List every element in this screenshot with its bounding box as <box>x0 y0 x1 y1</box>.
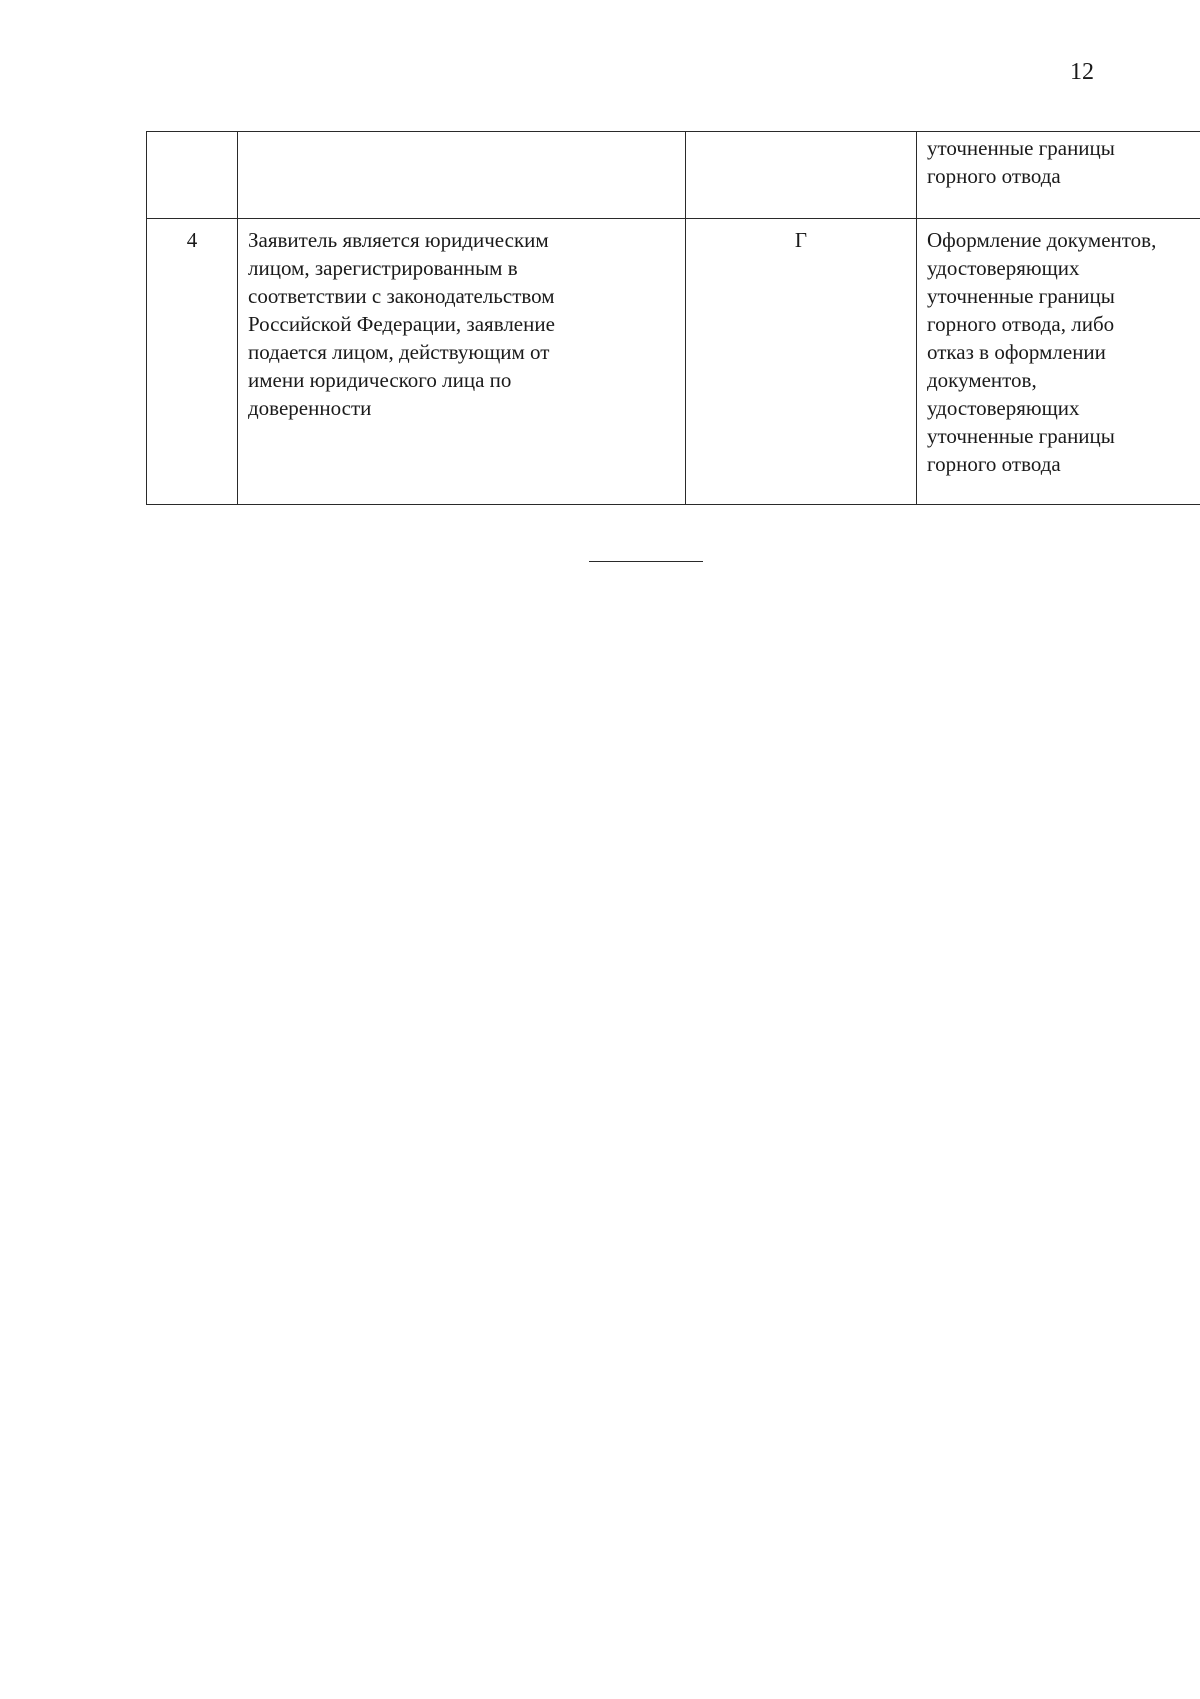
condition-cell <box>238 132 686 219</box>
condition-cell: Заявитель является юридическим лицом, зарегистрированным в соответствии с законодательством Российской Федерации, заявление подается лицом, действующим от имени юридического лица по доверенности <box>238 219 686 505</box>
variants-table <box>146 131 1200 505</box>
end-of-document-rule <box>589 561 703 562</box>
row-number-cell: 4 <box>147 219 238 505</box>
variant-code-cell: Г <box>686 219 917 505</box>
result-cell: уточненные границы горного отвода <box>917 132 1200 219</box>
row-number-cell <box>147 132 238 219</box>
table-row <box>147 132 1200 219</box>
result-cell: Оформление документов, удостоверяющих уточненные границы горного отвода, либо отказ в оформлении документов, удостоверяющих уточненные границы горного отвода <box>917 219 1200 505</box>
page-number: 12 <box>1070 59 1094 85</box>
table-row <box>147 219 1200 505</box>
variant-code-cell <box>686 132 917 219</box>
